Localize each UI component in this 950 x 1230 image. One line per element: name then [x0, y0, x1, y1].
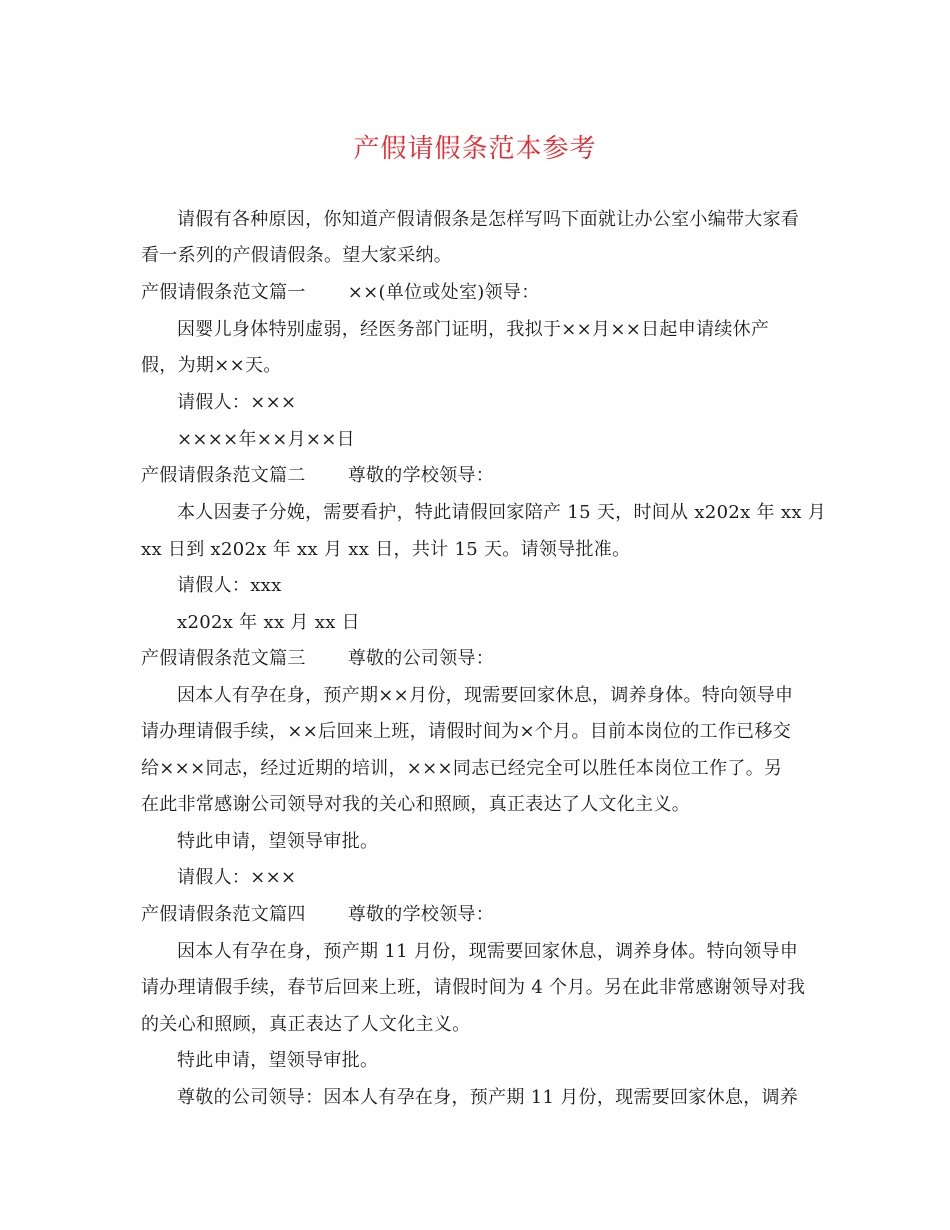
section-heading: 产假请假条范文篇四: [141, 904, 306, 925]
date-line: x202x 年 xx 月 xx 日: [177, 612, 360, 633]
paragraph-line: 的关心和照顾，真正表达了人文化主义。: [141, 1014, 471, 1035]
paragraph-line: 假，为期××天。: [141, 355, 282, 376]
signature-line: 请假人：×××: [177, 867, 297, 888]
section-heading: 产假请假条范文篇二: [141, 465, 306, 486]
paragraph-line: 在此非常感谢公司领导对我的关心和照顾，真正表达了人文化主义。: [141, 794, 690, 815]
paragraph-line: 请办理请假手续，春节后回来上班，请假时间为 4 个月。另在此非常感谢领导对我: [141, 977, 806, 998]
section-heading-row: [141, 902, 494, 928]
paragraph-line: 给×××同志，经过近期的培训，×××同志已经完全可以胜任本岗位工作了。另: [141, 758, 783, 779]
paragraph-line: 因本人有孕在身，预产期 11 月份，现需要回家休息，调养身体。特向领导申: [177, 941, 799, 962]
salutation: 尊敬的公司领导：: [347, 648, 495, 669]
paragraph-line: 尊敬的公司领导：因本人有孕在身，预产期 11 月份，现需要回家休息，调养: [177, 1087, 799, 1108]
salutation: 尊敬的学校领导：: [347, 465, 495, 486]
paragraph-line: 请假有各种原因，你知道产假请假条是怎样写吗下面就让办公室小编带大家看: [177, 209, 800, 230]
signature-line: 请假人：×××: [177, 392, 297, 413]
paragraph-line: 特此申请，望领导审批。: [177, 831, 379, 852]
paragraph-line: 因本人有孕在身，预产期××月份，现需要回家休息，调养身体。特向领导申: [177, 685, 794, 706]
section-heading-row: [141, 463, 494, 489]
section-heading-row: [141, 280, 540, 306]
section-heading: 产假请假条范文篇一: [141, 282, 306, 303]
paragraph-line: 特此申请，望领导审批。: [177, 1050, 379, 1071]
salutation: ××(单位或处室)领导：: [347, 282, 540, 303]
salutation: 尊敬的学校领导：: [347, 904, 495, 925]
signature-line: 请假人：xxx: [177, 575, 282, 596]
paragraph-line: 看一系列的产假请假条。望大家采纳。: [141, 245, 453, 266]
section-heading-row: [141, 646, 494, 672]
paragraph-line: 因婴儿身体特别虚弱，经医务部门证明，我拟于××月××日起申请续休产: [177, 319, 770, 340]
section-heading: 产假请假条范文篇三: [141, 648, 306, 669]
paragraph-line: 请办理请假手续，××后回来上班，请假时间为×个月。目前本岗位的工作已移交: [141, 721, 792, 742]
paragraph-line: xx 日到 x202x 年 xx 月 xx 日，共计 15 天。请领导批准。: [141, 539, 631, 560]
date-line: ××××年××月××日: [177, 429, 355, 450]
document-title: 产假请假条范本参考: [353, 134, 597, 164]
paragraph-line: 本人因妻子分娩，需要看护，特此请假回家陪产 15 天，时间从 x202x 年 xx 月: [177, 502, 827, 523]
